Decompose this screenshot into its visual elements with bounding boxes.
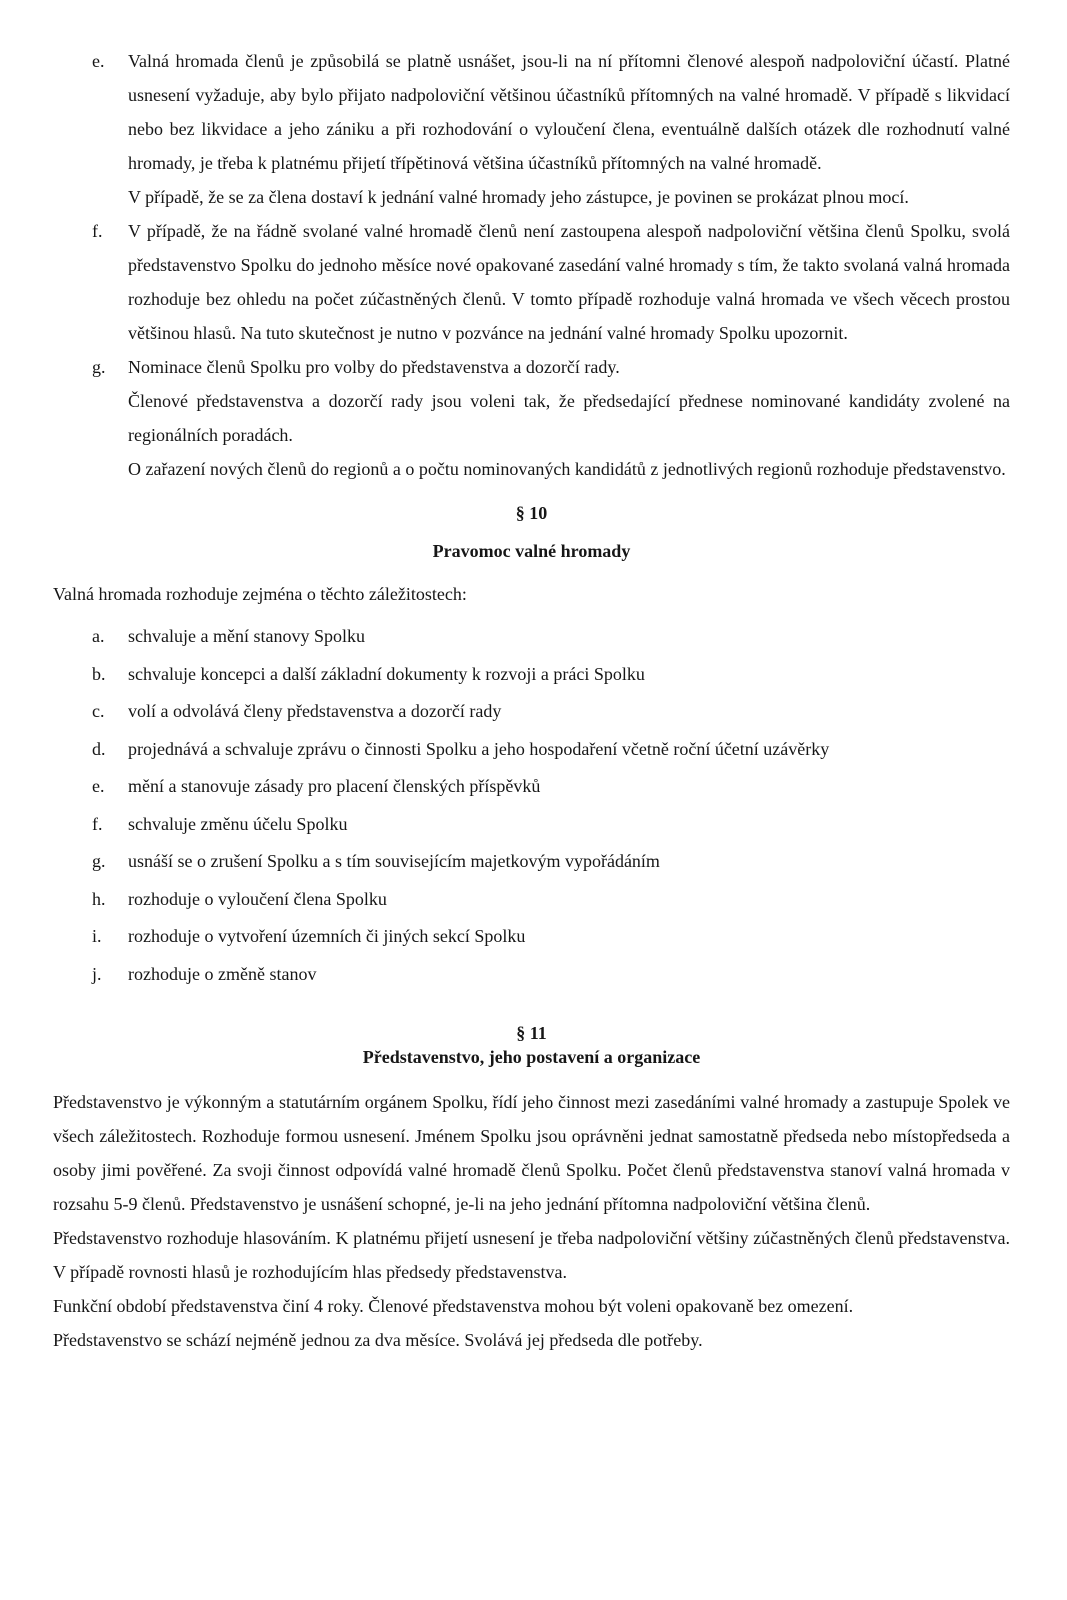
list-item [53,694,1010,728]
list-item [53,957,1010,991]
clause-paragraph: V případě, že se za člena dostaví k jednání valné hromady jeho zástupce, je povinen se prokázat plnou mocí. [128,187,909,207]
list-item-text: schvaluje a mění stanovy Spolku [128,626,365,646]
clause-paragraph: V případě, že na řádně svolané valné hromadě členů není zastoupena alespoň nadpoloviční většina členů Spolku, svolá představenstvo Spolku do jednoho měsíce nové opakované zasedání valné hromady s tím, že takto svolaná valná hromada rozhoduje bez ohledu na počet zúčastněných členů. V tomto případě rozhoduje valná hromada ve všech věcech prostou většinou hlasů. Na tuto skutečnost je nutno v pozvánce na jednání valné hromady Spolku upozornit. [128,221,1010,343]
list-item-text: rozhoduje o změně stanov [128,963,317,984]
clause-body [128,214,1010,350]
clause-paragraph: Valná hromada členů je způsobilá se platně usnášet, jsou-li na ní přítomni členové alespoň nadpoloviční účastí. Platné usnesení vyžaduje, aby bylo přijato nadpoloviční většinou účastníků přítomných na valné hromadě. V případě s likvidací nebo bez likvidace a jeho zániku a při rozhodování o vyloučení člena, eventuálně dalších otázek dle rozhodnutí valné hromady, je třeba k platnému přijetí třípětinová většina účastníků přítomných na valné hromadě. [128,51,1010,173]
list-item-text: usnáší se o zrušení Spolku a s tím souvisejícím majetkovým vypořádáním [128,851,660,871]
list-item-label: c. [92,701,105,721]
clause-body [128,44,1010,214]
section-10-title: Pravomoc valné hromady [432,541,631,561]
body-paragraph: Představenstvo je výkonným a statutárním orgánem Spolku, řídí jeho činnost mezi zasedáními valné hromady a zastupuje Spolek ve všech záležitostech. Rozhoduje formou usnesení. Jménem Spolku jsou oprávněni jednat samostatně předseda nebo místopředseda a osoby jimi pověřené. Za svoji činnost odpovídá valné hromadě členů Spolku. Počet členů představenstva stanoví valná hromada v rozsahu 5-9 členů. Představenstvo je usnášení schopné, je-li na jeho jednání přítomna nadpoloviční většina členů. [53,1091,1010,1214]
clause-paragraph: Nominace členů Spolku pro volby do představenstva a dozorčí rady. [128,357,620,377]
body-paragraph: Představenstvo se schází nejméně jednou za dva měsíce. Svolává jej předseda dle potřeby. [53,1329,703,1350]
list-item-text: schvaluje změnu účelu Spolku [128,813,348,834]
list-item [53,807,1010,841]
clause-label: g. [92,357,106,377]
clause-label: e. [92,51,105,71]
list-item [53,657,1010,691]
list-item-label: b. [92,663,106,684]
list-item [53,619,1010,653]
list-item-text: projednává a schvaluje zprávu o činnosti Spolku a jeho hospodaření včetně roční účetní uzávěrky [128,738,830,759]
body-paragraph: Funkční období představenstva činí 4 roky. Členové představenstva mohou být voleni opakovaně bez omezení. [53,1295,854,1316]
list-item-label: d. [92,738,106,759]
list-item [53,882,1010,916]
list-item-label: e. [92,776,105,796]
clause-e [53,44,1010,214]
list-item-text: rozhoduje o vyloučení člena Spolku [128,888,387,909]
clause-label: f. [92,221,103,241]
list-item [53,919,1010,953]
clause-f [53,214,1010,350]
body-paragraph: Představenstvo rozhoduje hlasováním. K platnému přijetí usnesení je třeba nadpoloviční většiny zúčastněných členů představenstva. V případě rovnosti hlasů je rozhodujícím hlas předsedy představenstva. [53,1227,1010,1282]
list-item-text: mění a stanovuje zásady pro placení členských příspěvků [128,776,541,796]
section-11-title: Představenstvo, jeho postavení a organizace [362,1046,701,1067]
clause-body [128,350,1010,486]
list-item-text: rozhoduje o vytvoření územních či jiných sekcí Spolku [128,926,526,946]
list-item-label: g. [92,851,106,871]
section-10-intro: Valná hromada rozhoduje zejména o těchto záležitostech: [53,584,467,604]
clause-g [53,350,1010,486]
list-item [53,844,1010,878]
list-item [53,732,1010,766]
clause-paragraph: Členové představenstva a dozorčí rady jsou voleni tak, že předsedající přednese nominované kandidáty zvolené na regionálních poradách. [128,391,1010,445]
list-item-label: f. [92,813,103,834]
list-item [53,769,1010,803]
list-item-text: schvaluje koncepci a další základní dokumenty k rozvoji a práci Spolku [128,663,645,684]
clause-paragraph: O zařazení nových členů do regionů a o počtu nominovaných kandidátů z jednotlivých regionů rozhoduje představenstvo. [128,459,1006,479]
section-11-number: § 11 [516,1022,547,1043]
powers-list [53,619,1010,991]
list-item-label: a. [92,626,105,646]
section-10-number: § 10 [515,503,548,523]
list-item-label: i. [92,926,102,946]
list-item-text: volí a odvolává členy představenstva a dozorčí rady [128,701,502,721]
list-item-label: h. [92,888,106,909]
list-item-label: j. [92,963,102,984]
